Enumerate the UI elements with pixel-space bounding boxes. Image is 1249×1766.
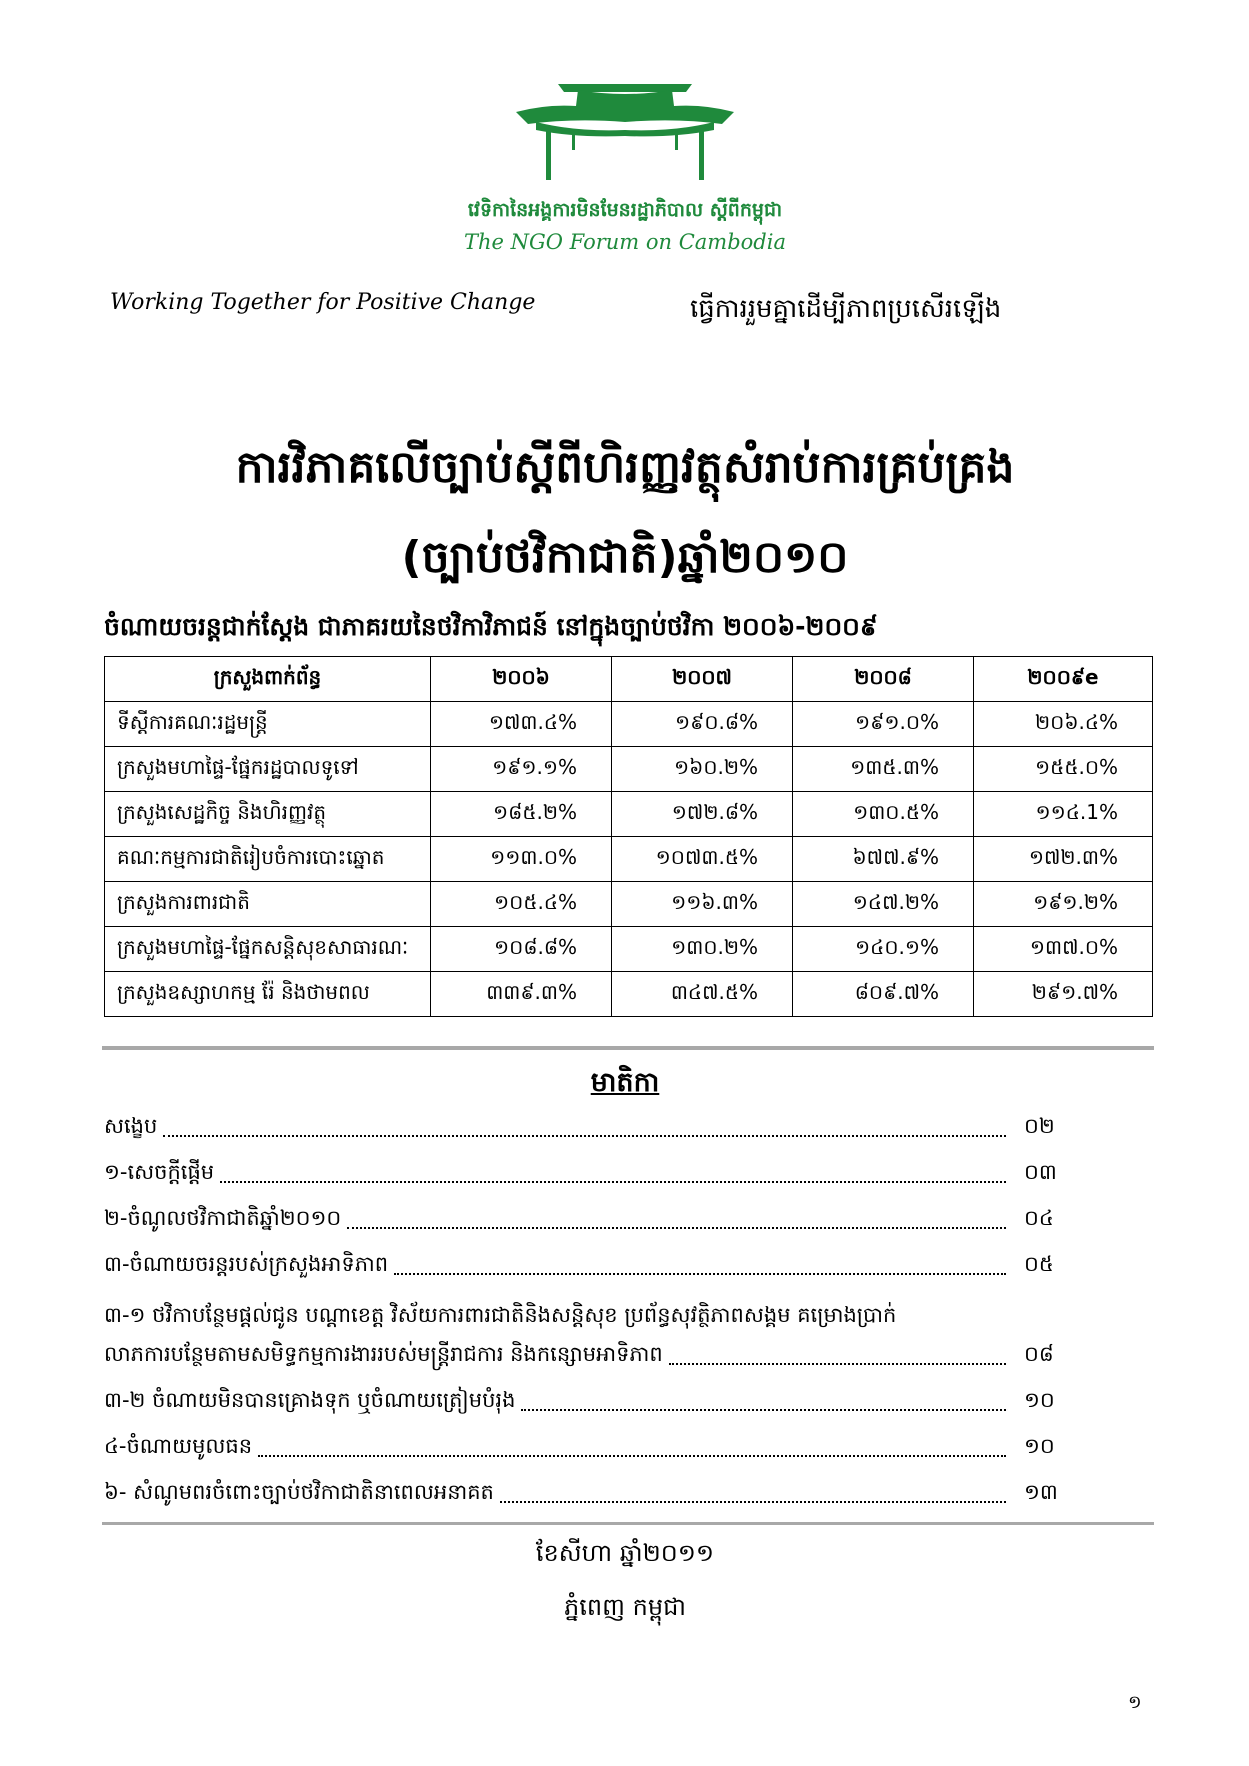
toc-item-label-line2: លាភការបន្ថែមតាមសមិទ្ធកម្មការងាររបស់មន្ត្រីរាជការ និងកន្សោមអាទិភាព [104,1342,663,1366]
ngo-forum-logo [516,82,734,180]
table-row [105,747,1153,792]
toc-item-page: ០៤ [1024,1206,1054,1230]
value-cell: ១៤០.១% [793,927,974,972]
toc-leader-dots [163,1135,1006,1137]
toc-item-label-line1: ៣-១ ថវិកាបន្ថែមផ្តល់ជូន បណ្តាខេត្ត វិស័យការពារជាតិនិងសន្តិសុខ ប្រព័ន្ធសុវត្ថិភាពសង្គម គម្រោងប្រាក់ [104,1303,897,1327]
column-header-2009e: ២០០៩e [974,657,1153,702]
toc-title: មាតិកា [590,1067,660,1098]
column-header-2007: ២០០៧ [612,657,793,702]
table-row [105,927,1153,972]
value-cell: ២០៦.៤% [974,702,1153,747]
toc-item[interactable] [104,1156,1104,1190]
slogan-english: Working Together for Positive Change [110,290,536,315]
toc-leader-dots [669,1363,1006,1365]
ministry-cell: ក្រសួងការពារជាតិ [105,882,431,927]
value-cell: ១១៦.៣% [612,882,793,927]
value-cell: ១០៨.៨% [431,927,612,972]
table-row [105,972,1153,1017]
value-cell: ១៩០.៨% [612,702,793,747]
spending-table [104,656,1153,1017]
toc-item-page: ០៣ [1024,1160,1057,1184]
value-cell: ១៧២.៣% [974,837,1153,882]
toc-item-label: សង្ខេប [104,1114,158,1138]
publication-place: ភ្នំពេញ កម្ពុជា [564,1593,686,1621]
value-cell: ៨០៩.៧% [793,972,974,1017]
value-cell: ១៧២.៨% [612,792,793,837]
toc-item-label: ៣-២ ចំណាយមិនបានគ្រោងទុក ឬចំណាយត្រៀមបំរុង [104,1388,516,1412]
ministry-cell: ក្រសួងឧស្សាហកម្ម រ៉ែ និងថាមពល [105,972,431,1017]
table-caption: ចំណាយចរន្តជាក់ស្តែង ជាភាគរយនៃថវិកាវិភាជន៍ នៅក្នុងច្បាប់ថវិកា ២០០៦-២០០៩ [104,612,878,641]
ministry-cell: គណៈកម្មការជាតិរៀបចំការបោះឆ្នោត [105,837,431,882]
toc-item-label: ១-សេចក្តីផ្តើម [104,1160,215,1184]
toc-leader-dots [347,1227,1006,1229]
column-header-2008: ២០០៨ [793,657,974,702]
table-row [105,837,1153,882]
value-cell: ១១៤.1% [974,792,1153,837]
table-row [105,792,1153,837]
toc-item-page: ០៨ [1024,1342,1054,1366]
value-cell: ១៤៧.២% [793,882,974,927]
value-cell: ១៩១.២% [974,882,1153,927]
toc-item-label: ៣-ចំណាយចរន្តរបស់ក្រសួងអាទិភាព [104,1252,389,1276]
value-cell: ៣៣៩.៣% [431,972,612,1017]
toc-item[interactable] [104,1338,1104,1372]
value-cell: ១៣៥.៣% [793,747,974,792]
column-header-ministry: ក្រសួងពាក់ព័ន្ធ [105,657,431,702]
value-cell: ១៣០.៥% [793,792,974,837]
table-row [105,702,1153,747]
toc-item-label: ៦- សំណូមពរចំពោះច្បាប់ថវិកាជាតិនាពេលអនាគត [104,1480,494,1504]
value-cell: ១៣៧.០% [974,927,1153,972]
value-cell: ១៨៥.២% [431,792,612,837]
divider-top [102,1046,1154,1050]
toc-item[interactable] [104,1202,1104,1236]
toc-item-page: ០៥ [1024,1252,1054,1276]
value-cell: ១៧៣.៤% [431,702,612,747]
toc-item[interactable] [104,1384,1104,1418]
value-cell: ១៩១.១% [431,747,612,792]
value-cell: ៦៧៧.៩% [793,837,974,882]
document-title-line2: (ច្បាប់ថវិកាជាតិ)ឆ្នាំ២០១០ [401,532,849,583]
toc-item-label: ៤-ចំណាយមូលធន [104,1434,253,1458]
table-header-row [105,657,1153,702]
ministry-cell: ក្រសួងមហាផ្ទៃ-ផ្នែករដ្ឋបាលទូទៅ [105,747,431,792]
toc-leader-dots [258,1455,1006,1457]
value-cell: ១៩១.០% [793,702,974,747]
pavilion-icon [516,84,734,180]
org-name-english: The NGO Forum on Cambodia [463,230,786,254]
column-header-2006: ២០០៦ [431,657,612,702]
document-title-line1: ការវិភាគលើច្បាប់ស្តីពីហិរញ្ញវត្ថុសំរាប់ការគ្រប់គ្រង [235,442,1015,493]
toc-leader-dots [394,1273,1006,1275]
toc-item[interactable] [104,1110,1104,1144]
toc-item-page: ១៣ [1024,1480,1058,1504]
org-name-khmer: វេទិកានៃអង្គការមិនមែនរដ្ឋាភិបាល ស្តីពីកម្ពុជា [467,199,783,221]
toc-leader-dots [521,1409,1006,1411]
slogan-khmer: ធ្វើការរួមគ្នាដើម្បីភាពប្រសើរឡើង [690,294,1002,324]
value-cell: ១០៧៣.៥% [612,837,793,882]
toc-item-page: ១០ [1024,1434,1055,1458]
toc-item-label: ២-ចំណូលថវិកាជាតិឆ្នាំ២០១០ [104,1206,342,1230]
ministry-cell: ក្រសួងមហាផ្ទៃ-ផ្នែកសន្តិសុខសាធារណៈ [105,927,431,972]
value-cell: ៣៤៧.៥% [612,972,793,1017]
value-cell: ១០៥.៤% [431,882,612,927]
publication-date: ខែសីហា ឆ្នាំ២០១១ [535,1539,715,1567]
value-cell: ១៣០.២% [612,927,793,972]
value-cell: ១៦០.២% [612,747,793,792]
divider-bottom [102,1522,1154,1525]
toc-item-page: ០២ [1024,1114,1055,1138]
table-row [105,882,1153,927]
value-cell: ១៥៥.០% [974,747,1153,792]
value-cell: ១១៣.០% [431,837,612,882]
ministry-cell: ទីស្តីការគណៈរដ្ឋមន្ត្រី [105,702,431,747]
page-number: ១ [1128,1692,1142,1713]
ministry-cell: ក្រសួងសេដ្ឋកិច្ច និងហិរញ្ញវត្ថុ [105,792,431,837]
toc-leader-dots [500,1501,1006,1503]
toc-leader-dots [220,1181,1006,1183]
toc-item[interactable] [104,1248,1104,1282]
toc-item-page: ១០ [1024,1388,1055,1412]
value-cell: ២៩១.៧% [974,972,1153,1017]
toc-item[interactable] [104,1476,1104,1510]
toc-item[interactable] [104,1430,1104,1464]
